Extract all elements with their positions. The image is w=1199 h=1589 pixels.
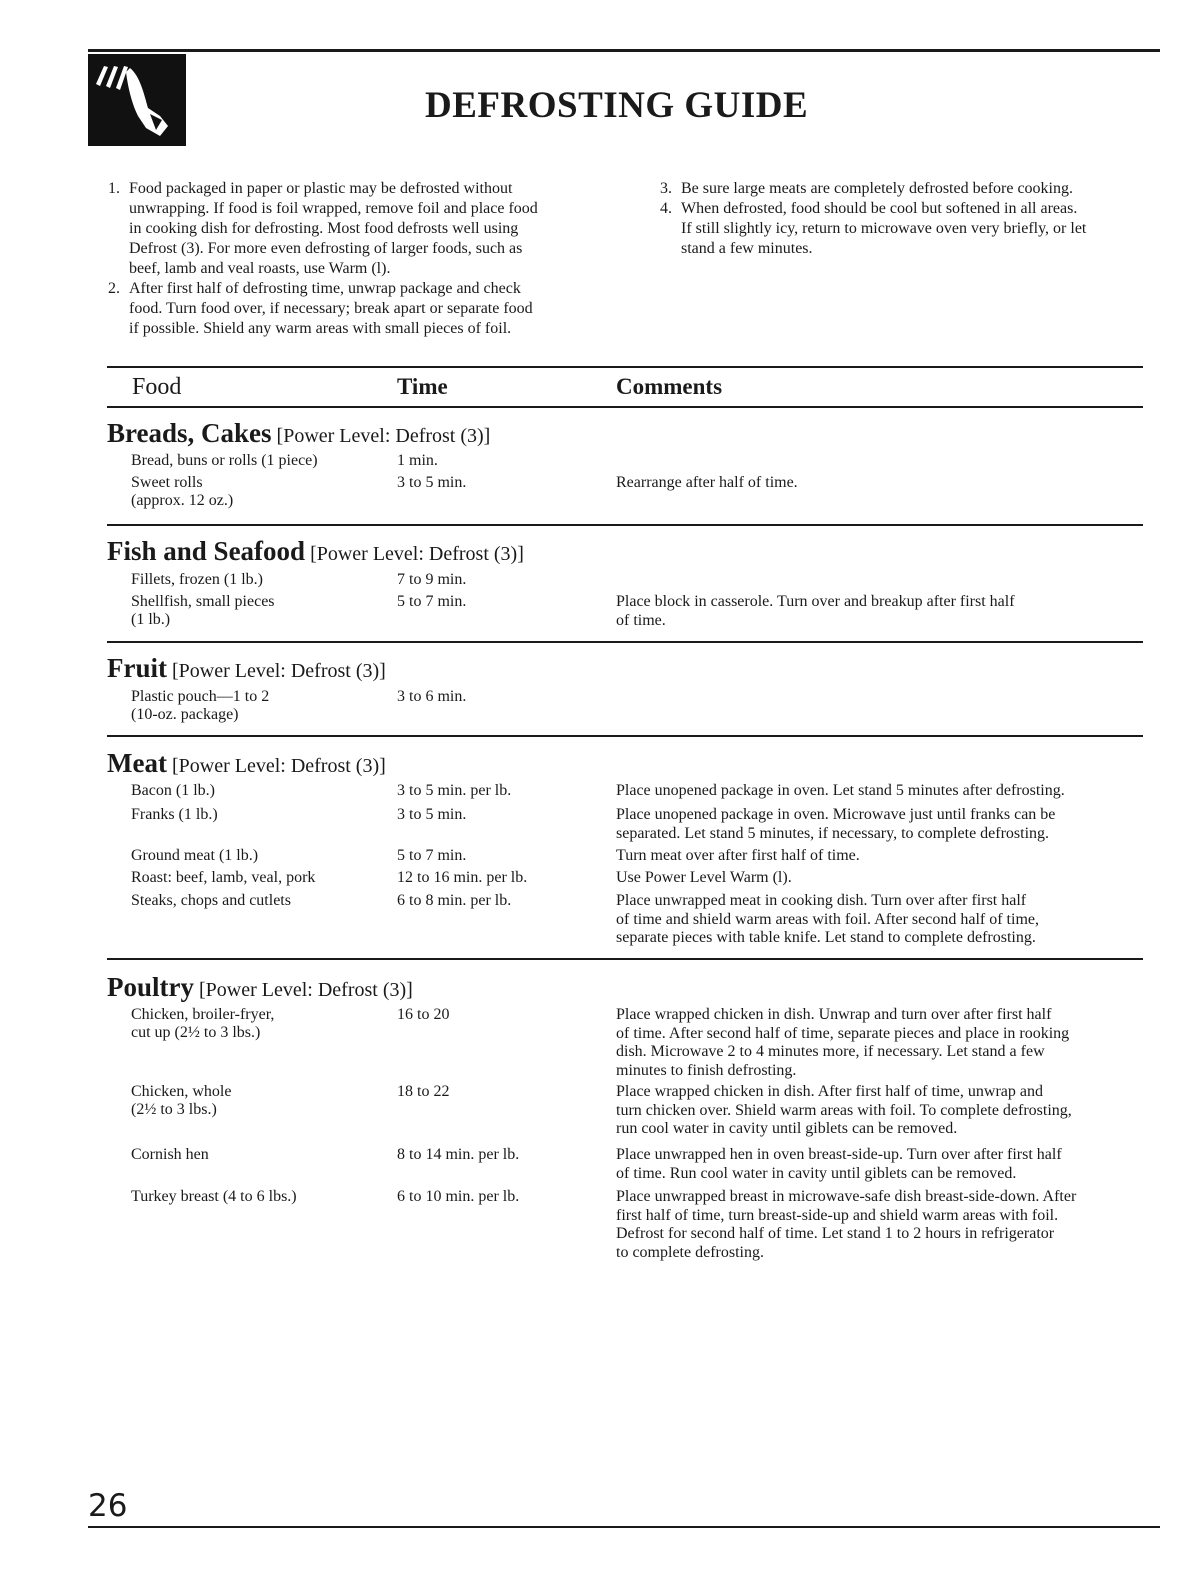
- food-line: Chicken, broiler-fryer,: [131, 1006, 275, 1023]
- food-line: Chicken, whole: [131, 1083, 232, 1100]
- power-level: [Power Level: Defrost (3)]: [199, 979, 413, 1001]
- section-name: Fish and Seafood: [107, 536, 306, 566]
- time-cell: 5 to 7 min.: [397, 847, 467, 864]
- comment-line: dish. Microwave 2 to 4 minutes more, if necessary. Let stand a few: [616, 1043, 1045, 1060]
- food-line: Franks (1 lb.): [131, 806, 218, 823]
- food-line: (1 lb.): [131, 611, 171, 628]
- note-line: When defrosted, food should be cool but softened in all areas.: [681, 200, 1078, 217]
- food-line: Steaks, chops and cutlets: [131, 892, 291, 909]
- section-name: Meat: [107, 748, 167, 778]
- food-cell: [131, 1006, 274, 1042]
- food-cell: [131, 474, 233, 510]
- comment-line: run cool water in cavity until giblets can be removed.: [616, 1120, 958, 1137]
- comment-cell: [616, 869, 792, 888]
- comment-line: Place block in casserole. Turn over and breakup after first half: [616, 593, 1015, 610]
- comment-line: of time and shield warm areas with foil. After second half of time,: [616, 910, 1039, 928]
- note-line: Be sure large meats are completely defrosted before cooking.: [681, 180, 1073, 197]
- comment-line: Place unwrapped hen in oven breast-side-up. Turn over after first half: [616, 1146, 1062, 1163]
- comment-line: first half of time, turn breast-side-up and shield warm areas with foil.: [616, 1206, 1059, 1224]
- food-line: Plastic pouch—1 to 2: [131, 688, 270, 705]
- section-title-poultry: [107, 972, 413, 1003]
- time-cell: 3 to 5 min.: [397, 806, 467, 823]
- comment-cell: [616, 593, 1015, 630]
- section-divider: [107, 524, 1143, 526]
- section-name: Fruit: [107, 653, 167, 683]
- time-cell: 8 to 14 min. per lb.: [397, 1146, 520, 1163]
- intro-right: [660, 179, 1086, 259]
- column-header-comments: Comments: [616, 374, 723, 399]
- comment-line: Place unopened package in oven. Let stand 5 minutes after defrosting.: [616, 782, 1065, 799]
- time-cell: 3 to 6 min.: [397, 688, 467, 705]
- power-level: [Power Level: Defrost (3)]: [310, 543, 524, 565]
- power-level: [Power Level: Defrost (3)]: [172, 660, 386, 682]
- note-line: Food packaged in paper or plastic may be defrosted without: [129, 180, 513, 197]
- section-name: Breads, Cakes: [107, 418, 272, 448]
- food-line: (2½ to 3 lbs.): [131, 1101, 217, 1118]
- note-line: Defrost (3). For more even defrosting of larger foods, such as: [129, 240, 523, 257]
- note-line: If still slightly icy, return to microwave oven very briefly, or let: [681, 220, 1087, 237]
- page-title: DEFROSTING GUIDE: [425, 85, 809, 126]
- comment-cell: [616, 806, 1055, 843]
- section-name: Poultry: [107, 972, 194, 1002]
- food-line: Sweet rolls: [131, 474, 203, 491]
- time-cell: 6 to 8 min. per lb.: [397, 892, 512, 909]
- comment-line: Use Power Level Warm (l).: [616, 869, 792, 886]
- section-title-meat: [107, 748, 386, 779]
- comment-cell: [616, 1188, 1076, 1262]
- food-line: Bread, buns or rolls (1 piece): [131, 452, 318, 469]
- time-cell: 6 to 10 min. per lb.: [397, 1188, 520, 1205]
- food-cell: [131, 593, 275, 629]
- intro-note: [660, 179, 1086, 199]
- comment-line: Place wrapped chicken in dish. Unwrap and turn over after first half: [616, 1006, 1052, 1023]
- comment-line: Place wrapped chicken in dish. After first half of time, unwrap and: [616, 1083, 1043, 1100]
- section-title-fruit: [107, 653, 386, 684]
- comment-cell: [616, 1006, 1069, 1080]
- comment-line: Rearrange after half of time.: [616, 474, 798, 491]
- food-line: (approx. 12 oz.): [131, 492, 234, 509]
- food-line: Cornish hen: [131, 1146, 209, 1163]
- food-cell: [131, 892, 291, 910]
- comment-line: Turn meat over after first half of time.: [616, 847, 860, 864]
- food-line: Bacon (1 lb.): [131, 782, 215, 799]
- comment-line: turn chicken over. Shield warm areas with foil. To complete defrosting,: [616, 1101, 1072, 1119]
- comment-cell: [616, 847, 860, 866]
- comment-line: minutes to finish defrosting.: [616, 1061, 797, 1079]
- bottom-rule: [88, 1526, 1160, 1528]
- time-cell: 18 to 22: [397, 1083, 450, 1100]
- power-level: [Power Level: Defrost (3)]: [171, 755, 386, 777]
- food-cell: [131, 869, 315, 887]
- page-number: 26: [88, 1488, 128, 1524]
- comment-line: separated. Let stand 5 minutes, if necessary, to complete defrosting.: [616, 824, 1050, 842]
- note-line: food. Turn food over, if necessary; break apart or separate food: [129, 300, 533, 317]
- food-cell: [131, 1083, 231, 1119]
- food-line: Fillets, frozen (1 lb.): [131, 571, 263, 588]
- food-cell: [131, 688, 269, 724]
- time-cell: 12 to 16 min. per lb.: [397, 869, 528, 886]
- section-title-fish: [107, 536, 524, 567]
- food-line: Shellfish, small pieces: [131, 593, 275, 610]
- note-line: in cooking dish for defrosting. Most food defrosts well using: [129, 220, 519, 237]
- note-line: if possible. Shield any warm areas with small pieces of foil.: [129, 320, 512, 337]
- food-cell: [131, 782, 215, 800]
- comment-line: of time. After second half of time, separate pieces and place in rooking: [616, 1024, 1070, 1042]
- comment-cell: [616, 782, 1065, 801]
- intro-left: [108, 179, 538, 339]
- comment-line: of time. Run cool water in cavity until giblets can be removed.: [616, 1164, 1017, 1182]
- food-cell: [131, 452, 318, 470]
- section-title-breads: [107, 418, 490, 449]
- intro-note: [660, 199, 1086, 259]
- top-rule: [88, 49, 1160, 52]
- comment-cell: [616, 474, 798, 493]
- comment-line: Place unopened package in oven. Microwave just until franks can be: [616, 806, 1056, 823]
- comment-line: Place unwrapped breast in microwave-safe dish breast-side-down. After: [616, 1188, 1077, 1205]
- intro-note: [108, 279, 538, 339]
- food-line: cut up (2½ to 3 lbs.): [131, 1024, 261, 1041]
- food-cell: [131, 847, 258, 865]
- note-line: stand a few minutes.: [681, 240, 813, 257]
- note-number: 4.: [660, 200, 672, 217]
- comment-line: to complete defrosting.: [616, 1243, 764, 1261]
- comment-line: Defrost for second half of time. Let stand 1 to 2 hours in refrigerator: [616, 1225, 1055, 1242]
- food-line: (10-oz. package): [131, 706, 239, 723]
- section-divider: [107, 641, 1143, 643]
- time-cell: 3 to 5 min. per lb.: [397, 782, 512, 799]
- header-rule-bottom: [107, 406, 1143, 408]
- section-divider: [107, 735, 1143, 737]
- food-cell: [131, 1188, 297, 1206]
- note-line: After first half of defrosting time, unwrap package and check: [129, 280, 521, 297]
- time-cell: 7 to 9 min.: [397, 571, 467, 588]
- section-divider: [107, 958, 1143, 960]
- comment-line: Place unwrapped meat in cooking dish. Turn over after first half: [616, 892, 1027, 909]
- note-line: beef, lamb and veal roasts, use Warm (l).: [129, 260, 391, 277]
- food-line: Roast: beef, lamb, veal, pork: [131, 869, 316, 886]
- food-line: Ground meat (1 lb.): [131, 847, 259, 864]
- column-header-time: Time: [397, 374, 448, 399]
- comment-cell: [616, 1083, 1072, 1139]
- note-number: 2.: [108, 280, 120, 297]
- comment-line: of time.: [616, 611, 666, 629]
- comment-cell: [616, 892, 1039, 948]
- time-cell: 5 to 7 min.: [397, 593, 467, 610]
- defrost-hand-icon: [88, 54, 186, 146]
- note-number: 1.: [108, 180, 120, 197]
- note-line: unwrapping. If food is foil wrapped, remove foil and place food: [129, 200, 538, 217]
- food-cell: [131, 1146, 209, 1164]
- food-cell: [131, 806, 218, 824]
- header-rule-top: [107, 366, 1143, 368]
- intro-note: [108, 179, 538, 279]
- comment-cell: [616, 1146, 1062, 1183]
- power-level: [Power Level: Defrost (3)]: [276, 425, 491, 447]
- comment-line: separate pieces with table knife. Let stand to complete defrosting.: [616, 929, 1036, 946]
- time-cell: 16 to 20: [397, 1006, 450, 1023]
- column-header-food: Food: [132, 374, 182, 400]
- note-number: 3.: [660, 180, 672, 197]
- food-cell: [131, 571, 263, 589]
- time-cell: 3 to 5 min.: [397, 474, 467, 491]
- time-cell: 1 min.: [397, 452, 438, 469]
- food-line: Turkey breast (4 to 6 lbs.): [131, 1188, 297, 1205]
